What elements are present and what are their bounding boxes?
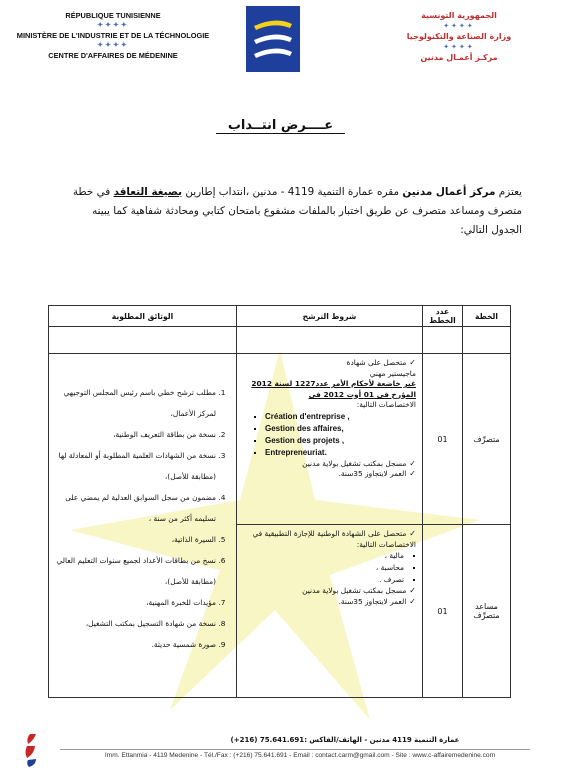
list-item: ▪ Création d'entreprise , [265,411,404,423]
header-documents: الوثائق المطلوبة [49,306,237,327]
conditions-administrator: ✓متحصل على شهادة ماجيستير مهني غير خاضعة لأحكام الأمر عدد1227 لسنة 2012 المؤرخ في 01 أوت 2012 في الاختصاصات التالية: ▪ Création d'entreprise , ▪ Gestion des affaires, ▪ Gestion des projets , ▪ Entrepreneuriat. ✓مسجل بمكتب تشغيل بولاية مدنين ✓العمر لايتجاوز 35سنة. [237,354,423,525]
table-row [49,354,511,525]
header-conditions: شروط الترشح [237,306,423,327]
list-item: 3. نسخة من الشهادات العلمية المطلوبة أو المعادلة لها (مطابقة للأصل)، [55,445,216,487]
list-item: ▪ محاسبة ، [241,562,404,574]
num-administrator: 01 [423,354,463,525]
list-item: ▪ Entrepreneuriat. [265,447,404,459]
check-icon: ✓ [409,596,416,606]
page-title: عــــرض انتــداب [0,118,561,133]
list-item: 4. مضمون من سجل السوابق العدلية لم يمضي على تسليمه أكثر من سنة ، [55,487,216,529]
list-item: ▪ مالية ، [241,550,404,562]
center-name: مركز أعمال مدنين [402,186,496,198]
check-icon: ✓ [409,458,416,468]
header-right [369,10,549,64]
conditions-assistant-administrator: ✓متحصل على الشهادة الوطنية للإجازة التطبيقية في الاختصاصات التالية: ▪ مالية ، ▪ محاسبة ، ▪ تصرف . ✓مسجل بمكتب تشغيل بولاية مدنين ✓العمر لايتجاوز 35سنة. [237,525,423,698]
num-assistant-administrator: 01 [423,525,463,698]
footer-divider [60,749,530,750]
positions-table [48,305,511,698]
contract-mode: بصيغة التعاقد [113,186,183,198]
footer-address-ar: عمارة التنمية 4119 مدنين - الهاتف/الفاكس :75.641.691 (216+) [230,736,460,744]
plan-assistant-administrator: مساعد متصرِّف [463,525,511,698]
list-item: 5. السيرة الذاتية، [55,529,216,550]
list-item: ▪ تصرف . [241,574,404,586]
check-icon: ✓ [409,358,416,367]
plan-administrator: متصرِّف [463,354,511,525]
stars-separator: ✦✦✦✦ [97,42,129,49]
stars-separator: ✦✦✦✦ [97,22,129,29]
specialties-ar-list [241,550,416,586]
header-num: عدد الخطط [423,306,463,327]
check-icon: ✓ [409,529,416,538]
center-logo-icon [246,6,300,72]
list-item: 6. نسخ من بطاقات الأعداد لجميع سنوات التعليم العالي (مطابقة للأصل)، [55,550,216,592]
check-icon: ✓ [409,469,416,478]
header-plan: الخطة [463,306,511,327]
list-item: ▪ Gestion des projets , [265,435,404,447]
specialties-fr-list [241,411,416,459]
list-item: 8. نسخة من شهادة التسجيل بمكتب التشغيل، [55,613,216,634]
list-item: 1. مطلب ترشح خطي باسم رئيس المجلس التوجيهي لمركز الأعمال، [55,382,216,424]
ministry-ar: وزارة الصناعة والتكنولوجيا [406,32,512,41]
check-icon: ✓ [409,586,416,595]
footer-address-fr: Imm. Ettanmia - 4119 Medenine - Tél./Fax : (+216) 75.641.691 - Email : contact.carm@gmail.com - Site : www.c-affairemedenine.com [104,752,496,759]
list-item: 7. مؤيدات للخبرة المهنية، [55,592,216,613]
center-ar: مركـز أعمـال مدنين [420,53,498,62]
stars-separator: ✦✦✦✦ [443,22,475,30]
required-documents [49,354,237,698]
intro-paragraph: يعتزم مركز أعمال مدنين مقره عمارة التنمية 4119 - مدنين ،انتداب إطارين بصيغة التعاقد في خطة متصرف ومساعد متصرف عن طريق اختبار بالملفات مشفوع بامتحان كتابي ومحادثة شفاهية كما يبينه الجدول التالي: [72,186,522,236]
republic-fr: RÉPUBLIQUE TUNISIENNE [65,11,161,20]
list-item: 2. نسخة من بطاقة التعريف الوطنية، [55,424,216,445]
table-spacer-row [49,327,511,354]
list-item: ▪ Gestion des affaires, [265,423,404,435]
header-left [8,10,218,61]
footer-logo-icon [24,730,46,768]
center-fr: CENTRE D'AFFAIRES DE MÉDENINE [48,51,178,60]
footer [0,730,561,770]
documents-list [55,382,230,655]
ministry-fr: MINISTÈRE DE L'INDUSTRIE ET DE LA TÉCHNOLOGIE [16,31,210,40]
table-header-row [49,306,511,327]
list-item: 9. صورة شمسية حديثة. [55,634,216,655]
republic-ar: الجمهورية التونسية [421,11,497,20]
stars-separator: ✦✦✦✦ [443,43,475,51]
